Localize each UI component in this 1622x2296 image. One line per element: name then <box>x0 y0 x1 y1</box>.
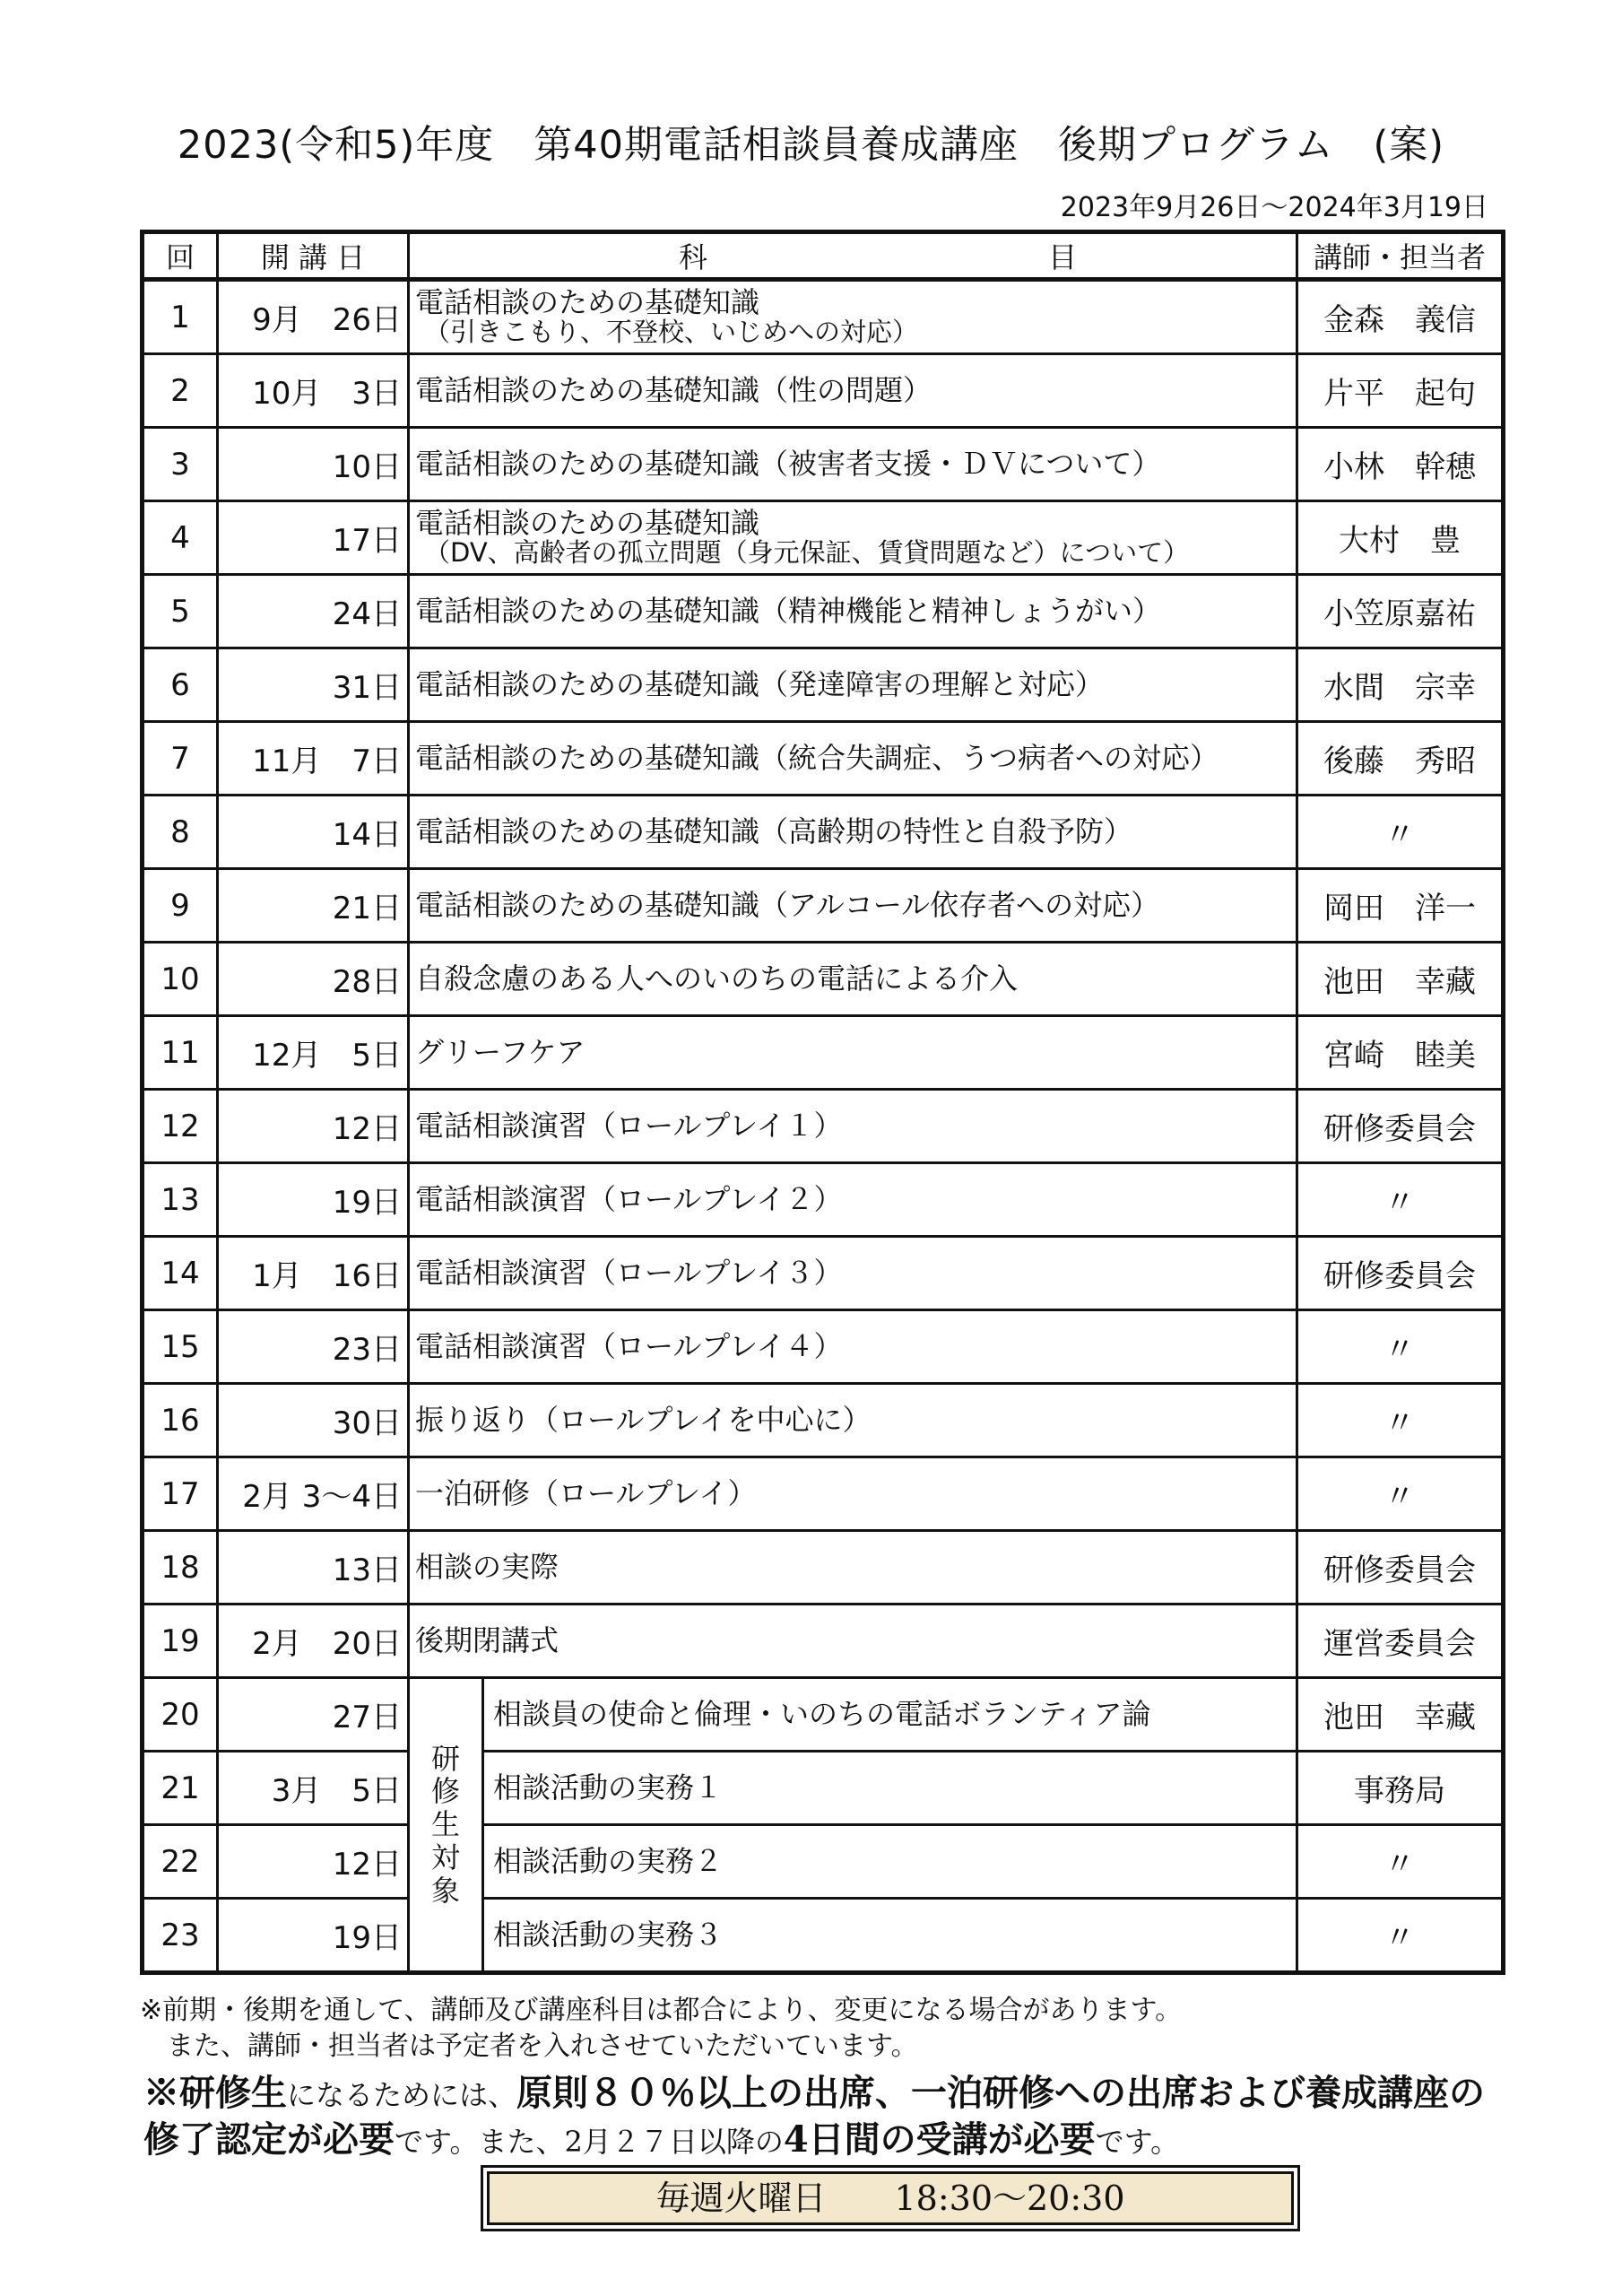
row-subject-sub: （DV、高齢者の孤立問題（身元保証、賃貸問題など）について） <box>424 537 1190 569</box>
table-row <box>143 354 1504 428</box>
row-number: 6 <box>143 648 218 722</box>
row-subject <box>409 869 1297 943</box>
row-date: 19日 <box>218 1163 409 1237</box>
note-line-1: ※前期・後期を通して、講師及び講座科目は都合により、変更になる場合があります。 <box>140 1995 1183 2026</box>
row-subject-main: 相談活動の実務１ <box>493 1770 724 1805</box>
note-line-2: また、講師・担当者は予定者を入れさせていただいています。 <box>140 2030 918 2062</box>
row-subject-main: 電話相談のための基礎知識（高齢期の特性と自殺予防） <box>415 813 1133 848</box>
header-date: 開 講 日 <box>218 232 409 280</box>
row-date: 2月 20日 <box>218 1605 409 1678</box>
row-subject <box>409 1457 1297 1531</box>
row-date: 3月 5日 <box>218 1752 409 1825</box>
row-subject-main: 電話相談のための基礎知識（発達障害の理解と対応） <box>415 666 1105 701</box>
period-range: 2023年9月26日～2024年3月19日 <box>1060 192 1488 223</box>
row-instructor: 〃 <box>1297 1899 1504 1973</box>
row-instructor: 水間 宗幸 <box>1297 648 1504 722</box>
page-title: 2023(令和5)年度 第40期電話相談員養成講座 後期プログラム (案) <box>177 123 1445 168</box>
table-row <box>143 943 1504 1016</box>
row-number: 12 <box>143 1090 218 1163</box>
row-date: 1月 16日 <box>218 1237 409 1310</box>
row-subject-main: 相談活動の実務３ <box>493 1917 724 1952</box>
row-number: 2 <box>143 354 218 428</box>
table-row <box>143 1310 1504 1384</box>
row-subject <box>409 501 1297 575</box>
row-instructor: 〃 <box>1297 1825 1504 1899</box>
row-subject <box>483 1825 1297 1899</box>
table-row <box>143 648 1504 722</box>
program-table <box>140 230 1505 1975</box>
row-subject-main: 電話相談演習（ロールプレイ４） <box>415 1328 843 1363</box>
row-subject <box>409 1090 1297 1163</box>
row-subject <box>409 280 1297 354</box>
header-instructor: 講師・担当者 <box>1297 232 1504 280</box>
row-subject <box>483 1678 1297 1752</box>
table-row <box>143 722 1504 796</box>
weekly-schedule-box: 毎週火曜日 18:30～20:30 <box>481 2165 1300 2231</box>
row-subject-main: 電話相談のための基礎知識（統合失調症、うつ病者への対応） <box>415 740 1219 775</box>
table-row <box>143 869 1504 943</box>
row-number: 19 <box>143 1605 218 1678</box>
row-instructor: 事務局 <box>1297 1752 1504 1825</box>
row-subject <box>409 1237 1297 1310</box>
row-instructor: 小林 幹穂 <box>1297 428 1504 501</box>
table-row <box>143 428 1504 501</box>
row-subject-main: 電話相談演習（ロールプレイ３） <box>415 1255 843 1290</box>
table-row <box>143 1090 1504 1163</box>
row-date: 27日 <box>218 1678 409 1752</box>
notes <box>140 1993 1521 2065</box>
row-date: 13日 <box>218 1531 409 1605</box>
table-row <box>143 796 1504 869</box>
table-row <box>143 1899 1504 1973</box>
row-date: 10日 <box>218 428 409 501</box>
row-date: 10月 3日 <box>218 354 409 428</box>
row-subject-main: 相談員の使命と倫理・いのちの電話ボランティア論 <box>493 1696 1151 1731</box>
row-date: 12月 5日 <box>218 1016 409 1090</box>
row-subject-main: 相談活動の実務２ <box>493 1843 724 1878</box>
row-instructor: 〃 <box>1297 796 1504 869</box>
row-subject <box>409 1531 1297 1605</box>
table-row <box>143 1384 1504 1457</box>
table-row <box>143 1457 1504 1531</box>
row-number: 15 <box>143 1310 218 1384</box>
table-row <box>143 1531 1504 1605</box>
row-date: 30日 <box>218 1384 409 1457</box>
row-subject <box>409 1605 1297 1678</box>
row-number: 9 <box>143 869 218 943</box>
row-date: 19日 <box>218 1899 409 1973</box>
row-number: 10 <box>143 943 218 1016</box>
row-instructor: 宮崎 睦美 <box>1297 1016 1504 1090</box>
row-number: 20 <box>143 1678 218 1752</box>
table-row <box>143 575 1504 648</box>
row-instructor: 小笠原嘉祐 <box>1297 575 1504 648</box>
row-number: 18 <box>143 1531 218 1605</box>
row-instructor: 池田 幸藏 <box>1297 943 1504 1016</box>
row-subject-main: 電話相談演習（ロールプレイ１） <box>415 1108 843 1143</box>
row-instructor: 岡田 洋一 <box>1297 869 1504 943</box>
table-row <box>143 1752 1504 1825</box>
row-subject <box>409 1310 1297 1384</box>
row-subject-main: 電話相談のための基礎知識（精神機能と精神しょうがい） <box>415 593 1162 628</box>
row-number: 16 <box>143 1384 218 1457</box>
row-subject-main: 電話相談演習（ロールプレイ２） <box>415 1181 843 1216</box>
row-date: 9月 26日 <box>218 280 409 354</box>
header-subject: 科 目 <box>409 232 1297 280</box>
row-instructor: 大村 豊 <box>1297 501 1504 575</box>
row-subject <box>409 354 1297 428</box>
row-instructor: 〃 <box>1297 1163 1504 1237</box>
row-date: 31日 <box>218 648 409 722</box>
table-row <box>143 1163 1504 1237</box>
row-subject <box>409 1016 1297 1090</box>
row-subject <box>409 575 1297 648</box>
row-subject-main: 電話相談のための基礎知識 <box>415 505 760 540</box>
row-subject <box>483 1752 1297 1825</box>
row-subject-main: 一泊研修（ロールプレイ） <box>415 1475 757 1510</box>
row-subject <box>409 648 1297 722</box>
row-instructor: 後藤 秀昭 <box>1297 722 1504 796</box>
row-subject-main: 電話相談のための基礎知識（性の問題） <box>415 372 932 407</box>
row-number: 1 <box>143 280 218 354</box>
row-date: 28日 <box>218 943 409 1016</box>
row-instructor: 運営委員会 <box>1297 1605 1504 1678</box>
table-header-row <box>143 232 1504 280</box>
row-subject <box>409 1384 1297 1457</box>
row-instructor: 池田 幸藏 <box>1297 1678 1504 1752</box>
row-date: 2月 3～4日 <box>218 1457 409 1531</box>
row-number: 4 <box>143 501 218 575</box>
row-date: 21日 <box>218 869 409 943</box>
row-subject-main: 電話相談のための基礎知識 <box>415 284 760 319</box>
trainee-target-label: 研 修 生 対 象 <box>409 1678 483 1973</box>
row-number: 13 <box>143 1163 218 1237</box>
row-number: 14 <box>143 1237 218 1310</box>
row-number: 23 <box>143 1899 218 1973</box>
row-subject-main: グリーフケア <box>415 1034 585 1069</box>
header-no: 回 <box>143 232 218 280</box>
row-instructor: 研修委員会 <box>1297 1090 1504 1163</box>
row-subject <box>409 796 1297 869</box>
table-row <box>143 280 1504 354</box>
row-instructor: 研修委員会 <box>1297 1531 1504 1605</box>
table-row <box>143 1605 1504 1678</box>
row-subject <box>409 722 1297 796</box>
table-row <box>143 1016 1504 1090</box>
row-instructor: 〃 <box>1297 1457 1504 1531</box>
row-number: 22 <box>143 1825 218 1899</box>
row-number: 8 <box>143 796 218 869</box>
row-subject-main: 電話相談のための基礎知識（被害者支援・ＤＶについて） <box>415 446 1161 481</box>
row-subject-main: 相談の実際 <box>415 1549 559 1584</box>
row-subject <box>409 1163 1297 1237</box>
row-subject-main: 後期閉講式 <box>415 1622 559 1657</box>
row-number: 7 <box>143 722 218 796</box>
row-number: 3 <box>143 428 218 501</box>
row-subject <box>483 1899 1297 1973</box>
row-subject <box>409 428 1297 501</box>
row-instructor: 片平 起句 <box>1297 354 1504 428</box>
row-subject <box>409 943 1297 1016</box>
row-subject-main: 電話相談のための基礎知識（アルコール依存者への対応） <box>415 887 1160 922</box>
table-row <box>143 501 1504 575</box>
row-number: 11 <box>143 1016 218 1090</box>
row-subject-main: 自殺念慮のある人へのいのちの電話による介入 <box>415 961 1019 996</box>
row-number: 5 <box>143 575 218 648</box>
row-instructor: 研修委員会 <box>1297 1237 1504 1310</box>
row-instructor: 〃 <box>1297 1310 1504 1384</box>
row-date: 12日 <box>218 1090 409 1163</box>
row-instructor: 〃 <box>1297 1384 1504 1457</box>
row-date: 23日 <box>218 1310 409 1384</box>
table-row <box>143 1678 1504 1752</box>
row-number: 17 <box>143 1457 218 1531</box>
row-date: 12日 <box>218 1825 409 1899</box>
row-date: 24日 <box>218 575 409 648</box>
requirement-note: ※研修生になるためには、原則８０％以上の出席、一泊研修への出席および養成講座の修了認定が必要です。また、2月２７日以降の4日間の受講が必要です。 <box>143 2072 1486 2161</box>
row-date: 11月 7日 <box>218 722 409 796</box>
row-date: 17日 <box>218 501 409 575</box>
table-row <box>143 1825 1504 1899</box>
row-subject-main: 振り返り（ロールプレイを中心に） <box>415 1402 872 1437</box>
row-number: 21 <box>143 1752 218 1825</box>
row-date: 14日 <box>218 796 409 869</box>
row-instructor: 金森 義信 <box>1297 280 1504 354</box>
row-subject-sub: （引きこもり、不登校、いじめへの対応） <box>424 317 919 348</box>
table-row <box>143 1237 1504 1310</box>
